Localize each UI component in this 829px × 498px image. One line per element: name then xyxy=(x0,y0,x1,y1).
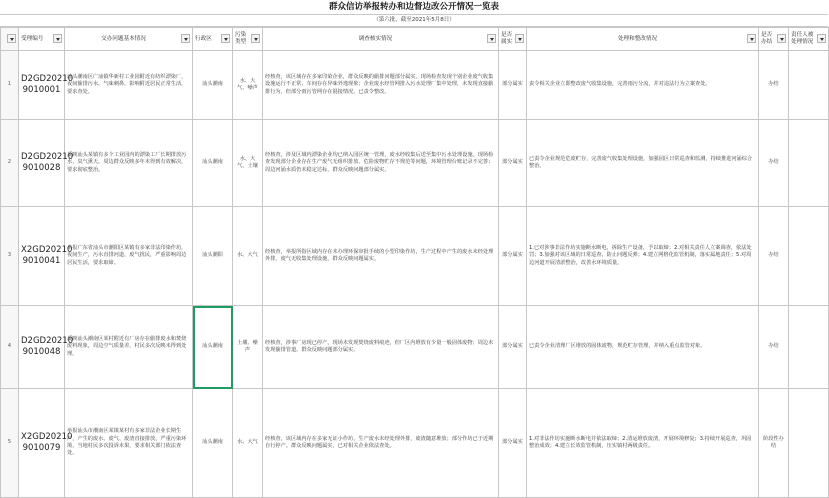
cell-handling[interactable]: 1.对非法作坊实施断水断电并依法取缔；2.清运堆放废渣，开展环境修复；3.持续开展巡查，巩固整治成效；4.建立长效监管机制，压实镇村两级责任。 xyxy=(527,389,759,498)
row-index[interactable]: 4 xyxy=(1,306,19,389)
cell-closed[interactable]: 办结 xyxy=(759,51,789,120)
cell-verified[interactable]: 部分属实 xyxy=(499,306,527,389)
cell-handling[interactable]: 已责令企业清理厂区堆放的固体废物，规范贮存管理，并纳入重点监管对象。 xyxy=(527,306,759,389)
cell-closed[interactable]: 阶段性办结 xyxy=(759,389,789,498)
cell-problem[interactable]: 反映汕头某镇有多个工业园内的漂染工厂长期排放污水，臭气熏天，周边群众反映多年未得到有效解决，要求彻底整治。 xyxy=(65,120,193,207)
cell-accountability[interactable] xyxy=(789,51,829,120)
table-row xyxy=(1,51,829,120)
cell-type[interactable]: 水、大气、噪声 xyxy=(233,51,263,120)
row-index[interactable]: 2 xyxy=(1,120,19,207)
row-index[interactable]: 3 xyxy=(1,207,19,306)
header-row xyxy=(1,28,829,51)
sheet-title: 群众信访举报转办和边督边改公开情况一览表 xyxy=(0,0,828,15)
sheet-subtitle: （第六批，截至2021年5月8日） xyxy=(0,15,828,27)
cell-investigation[interactable]: 经核查，该区域存在多家印染企业，群众反映的偷排问题部分属实。现场检查发现个别企业废气收集设施运行不正常，车间存在异味外逸现象；企业废水经管网排入污水处理厂集中处理，未发现直接偷排行为，但部分雨污管网存在混接情况，已责令整改。 xyxy=(263,51,499,120)
cell-handling[interactable]: 责令相关企业立即整改废气收集设施，完善雨污分流，并对违法行为立案查处。 xyxy=(527,51,759,120)
cell-verified[interactable]: 部分属实 xyxy=(499,389,527,498)
table-row xyxy=(1,207,829,306)
cell-code[interactable]: D2GD20210 9010048 xyxy=(19,306,65,389)
cell-verified[interactable]: 部分属实 xyxy=(499,120,527,207)
cell-problem[interactable]: 反映汕头潮南区某村附近有厂房存在偷排废水和焚烧废料现象，周边空气质量差，村民多次反映未得到处理。 xyxy=(65,306,193,389)
column-header-index[interactable] xyxy=(1,28,19,51)
cell-accountability[interactable] xyxy=(789,207,829,306)
cell-closed[interactable]: 办结 xyxy=(759,306,789,389)
cell-code[interactable]: D2GD20210 9010001 xyxy=(19,51,65,120)
row-index[interactable]: 5 xyxy=(1,389,19,498)
cell-verified[interactable]: 部分属实 xyxy=(499,51,527,120)
filter-dropdown-icon[interactable] xyxy=(515,34,524,43)
column-header-handling[interactable]: 处理和整改情况 xyxy=(527,28,759,51)
column-header-district[interactable]: 行政区 xyxy=(193,28,233,51)
filter-dropdown-icon[interactable] xyxy=(817,34,826,43)
filter-dropdown-icon[interactable] xyxy=(747,34,756,43)
cell-code[interactable]: X2GD20210 9010041 xyxy=(19,207,65,306)
cell-type[interactable]: 土壤、噪声 xyxy=(233,306,263,389)
cell-district[interactable]: 汕头潮阳 xyxy=(193,207,233,306)
filter-dropdown-icon[interactable] xyxy=(53,34,62,43)
cell-problem[interactable]: 举报广东省汕头市潮阳区某镇有多家非法印染作坊，夜间生产，污水直排河道，废气扰民，严重影响周边居民生活，要求取缔。 xyxy=(65,207,193,306)
cell-accountability[interactable] xyxy=(789,306,829,389)
cell-type[interactable]: 水、大气 xyxy=(233,207,263,306)
cell-investigation[interactable]: 经核查，涉及区域内漂染企业均已纳入园区统一管理，废水经收集后送至集中污水处理设施。现场检查发现部分企业存在生产废气无组织排放、危险废物贮存不规范等问题，环境管理台账记录不完善；周边河涌水质仍未稳定达标，群众反映问题部分属实。 xyxy=(263,120,499,207)
cell-accountability[interactable] xyxy=(789,389,829,498)
cell-investigation[interactable]: 经核查，举报所指区域内存在未办理环保审批手续的小型印染作坊，生产过程中产生的废水未经处理外排，废气无收集处理设施，群众反映问题属实。 xyxy=(263,207,499,306)
column-header-problem[interactable]: 交办问题基本情况 xyxy=(65,28,193,51)
filter-dropdown-icon[interactable] xyxy=(221,34,230,43)
cell-closed[interactable]: 办结 xyxy=(759,207,789,306)
cell-district[interactable]: 汕头潮南 xyxy=(193,51,233,120)
cell-code[interactable]: D2GD20210 9010028 xyxy=(19,120,65,207)
cell-investigation[interactable]: 经核查，该区域内存在多家无证小作坊，生产废水未经处理外排，废渣随意堆放；部分作坊已于近期自行停产。群众反映问题属实，已对相关企业依法查处。 xyxy=(263,389,499,498)
filter-dropdown-icon[interactable] xyxy=(7,34,16,43)
column-header-closed[interactable]: 是否办结 xyxy=(759,28,789,51)
column-header-verified[interactable]: 是否属实 xyxy=(499,28,527,51)
cell-closed[interactable]: 办结 xyxy=(759,120,789,207)
cell-district[interactable]: 汕头潮南 xyxy=(193,389,233,498)
cell-problem[interactable]: 汕头潮南区广汕镇华新村工业园附近有纺织漂染厂，夜间偷排污水，气味刺鼻，影响附近居民正常生活，要求查处。 xyxy=(65,51,193,120)
column-header-type[interactable]: 污染类型 xyxy=(233,28,263,51)
cell-code[interactable]: X2GD20210 9010079 xyxy=(19,389,65,498)
filter-dropdown-icon[interactable] xyxy=(251,34,260,43)
filter-dropdown-icon[interactable] xyxy=(777,34,786,43)
cell-handling[interactable]: 已责令企业规范危废贮存，完善废气收集处理设施，加强园区日常巡查和监测，持续推进河涌综合整治。 xyxy=(527,120,759,207)
cell-handling[interactable]: 1.已对涉事非法作坊实施断水断电，拆除生产设备，予以取缔；2.对相关责任人立案调查，依法处罚；3.加强对该区域的日常巡查，防止问题反弹；4.建立网格化监管机制，落实属地责任；5.对周边河道开展清淤整治，改善水环境质量。 xyxy=(527,207,759,306)
cell-type[interactable]: 水、大气 xyxy=(233,389,263,498)
filter-dropdown-icon[interactable] xyxy=(181,34,190,43)
data-table xyxy=(0,27,829,498)
column-header-code[interactable]: 受理编号 xyxy=(19,28,65,51)
table-row xyxy=(1,120,829,207)
column-header-accountability[interactable]: 责任人被处理情况 xyxy=(789,28,829,51)
row-index[interactable]: 1 xyxy=(1,51,19,120)
cell-district[interactable]: 汕头潮南 xyxy=(193,120,233,207)
table-row xyxy=(1,306,829,389)
cell-investigation[interactable]: 经核查，涉事厂房现已停产，现场未发现焚烧废料痕迹，但厂区内堆放有少量一般固体废物；周边未发现偷排管道。群众反映问题部分属实。 xyxy=(263,306,499,389)
filter-dropdown-icon[interactable] xyxy=(487,34,496,43)
cell-accountability[interactable] xyxy=(789,120,829,207)
column-header-investigation[interactable]: 调查核实情况 xyxy=(263,28,499,51)
cell-verified[interactable]: 部分属实 xyxy=(499,207,527,306)
cell-district-selected[interactable]: 汕头潮南 xyxy=(193,306,233,389)
cell-type[interactable]: 水、大气、土壤 xyxy=(233,120,263,207)
cell-problem[interactable]: 举报汕头市潮南区某镇某村有多家非法企业长期生产，产生的废水、废气、废渣直接排放，严重污染环境，当地村民多次投诉未果，要求相关部门依法查处。 xyxy=(65,389,193,498)
table-row xyxy=(1,389,829,498)
